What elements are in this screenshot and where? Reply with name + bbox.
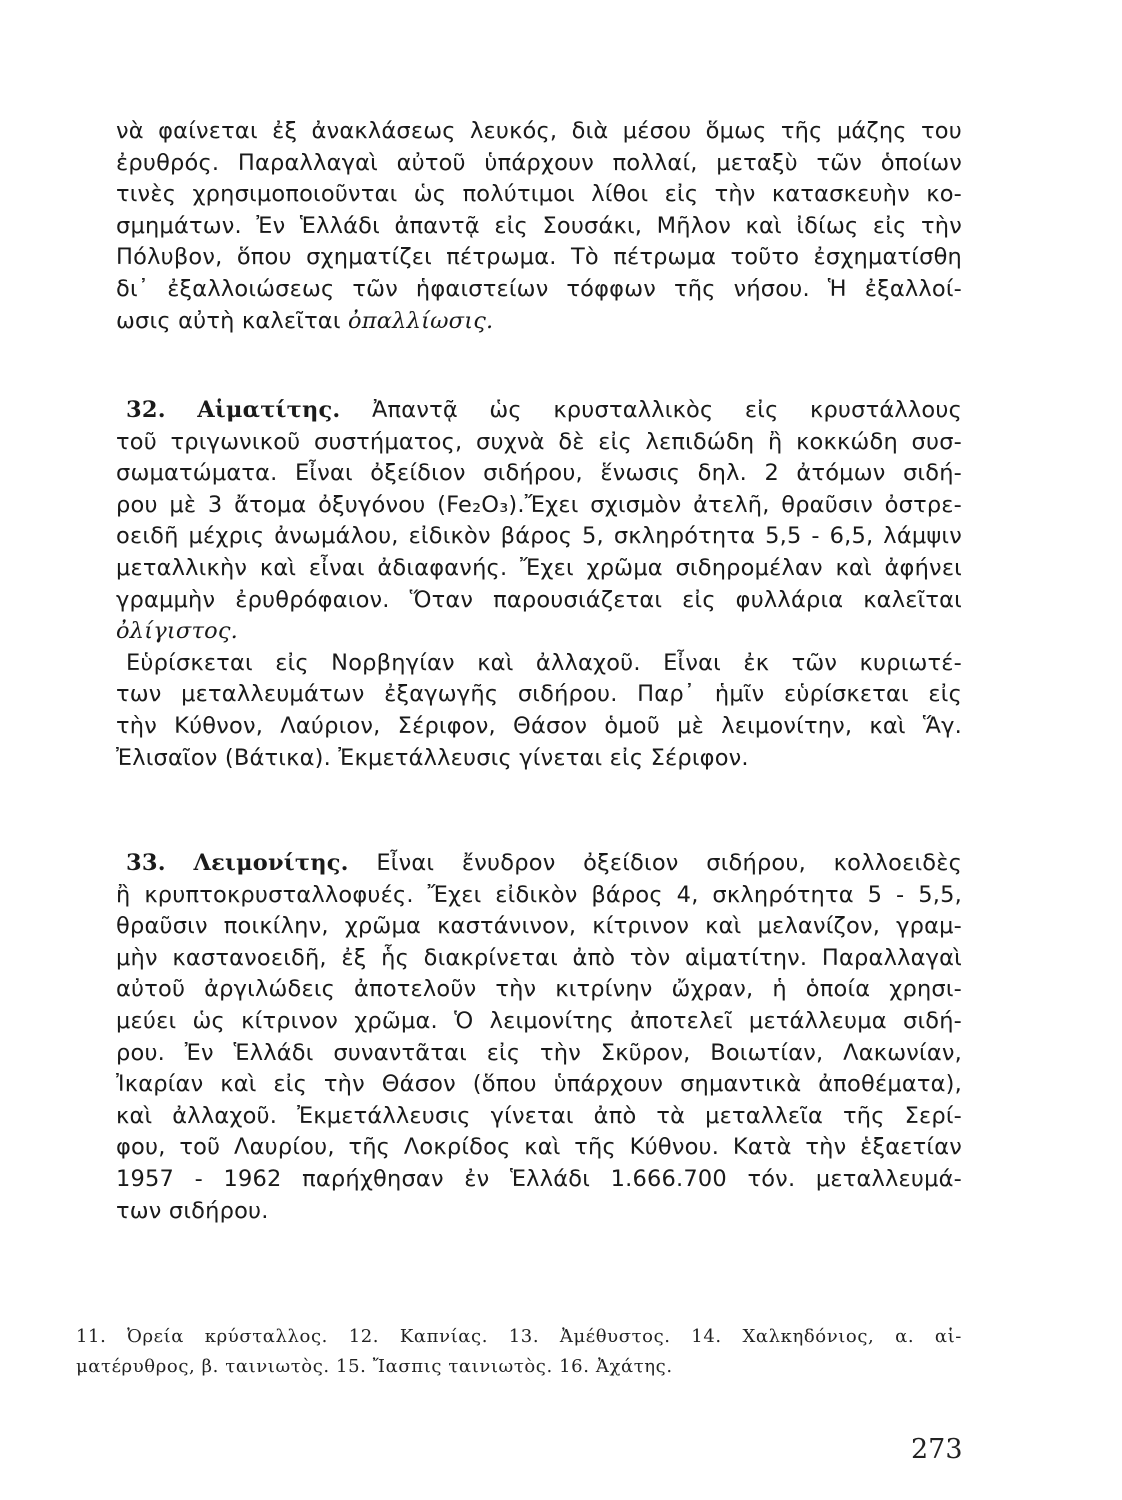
text-line: Πόλυβον, ὅπου σχηματίζει πέτρωμα. Τὸ πέτρωμα τοῦτο ἐσχηματίσθη [116,244,962,271]
text-line: μὴν καστανοειδῆ, ἐξ ἧς διακρίνεται ἀπὸ τὸν αἱματίτην. Παραλλαγαὶ [116,944,962,971]
text-line: ἢ κρυπτοκρυσταλλοφυές. Ἔχει εἰδικὸν βάρος 4, σκληρότητα 5 - 5,5, [116,881,962,908]
text-line: τὴν Κύθνον, Λαύριον, Σέριφον, Θάσον ὁμοῦ μὲ λειμονίτην, καὶ Ἅγ. [116,712,962,739]
text-line: Ἰκαρίαν καὶ εἰς τὴν Θάσον (ὅπου ὑπάρχουν σημαντικὰ ἀποθέματα), [116,1071,962,1098]
section-number: 32. [126,397,166,423]
text-line: 1957 - 1962 παρήχθησαν ἐν Ἑλλάδι 1.666.700 τόν. μεταλλευμά- [116,1165,962,1192]
text-line: δι᾽ ἐξαλλοιώσεως τῶν ἡφαιστείων τόφφων τῆς νήσου. Ἡ ἐξαλλοί- [116,275,962,302]
footnotes [76,1322,962,1382]
text-line: μεύει ὡς κίτρινον χρῶμα. Ὁ λειμονίτης ἀποτελεῖ μετάλλευμα σιδή- [116,1007,962,1034]
text-line: σμημάτων. Ἐν Ἑλλάδι ἀπαντᾷ εἰς Σουσάκι, Μῆλον καὶ ἰδίως εἰς τὴν [116,212,962,239]
footnote-line: 11. Ὀρεία κρύσταλλος. 12. Καπνίας. 13. Ἀμέθυστος. 14. Χαλκηδόνιος, α. αἱ- [76,1326,962,1347]
text-line: νὰ φαίνεται ἐξ ἀνακλάσεως λευκός, διὰ μέσου ὅμως τῆς μάζης του [116,118,962,144]
section-heading-line [116,848,962,880]
text-line: ρου. Ἐν Ἑλλάδι συναντᾶται εἰς τὴν Σκῦρον, Βοιωτίαν, Λακωνίαν, [116,1039,962,1066]
text-line: τινὲς χρησιμοποιοῦνται ὡς πολύτιμοι λίθοι εἰς τὴν κατασκευὴν κο- [116,181,962,208]
footnote-line: ματέρυθρος, β. ταινιωτὸς. 15. Ἴασπις ταινιωτὸς. 16. Ἀχάτης. [76,1356,673,1377]
intro-paragraph [116,116,962,337]
text-line: γραμμὴν ἐρυθρόφαιον. Ὅταν παρουσιάζεται εἰς φυλλάρια καλεῖται [116,586,962,613]
term-italic: ὀλίγιστος. [116,618,239,645]
text-line: των σιδήρου. [116,1197,269,1224]
section-33 [116,848,962,1227]
text-line: ἐρυθρός. Παραλλαγαὶ αὐτοῦ ὑπάρχουν πολλαί, μεταξὺ τῶν ὁποίων [116,149,962,176]
text-line: αὐτοῦ ἀργιλώδεις ἀποτελοῦν τὴν κιτρίνην ὤχραν, ἡ ὁποία χρησι- [116,976,962,1003]
section-first-text: Εἶναι ἔνυδρον ὀξείδιον σιδήρου, κολλοειδὲς [376,850,962,876]
section-32 [116,395,962,774]
text-line: σωματώματα. Εἶναι ὀξείδιον σιδήρου, ἕνωσις δηλ. 2 ἀτόμων σιδή- [116,460,962,487]
section-title: Λειμονίτης. [193,850,349,876]
text-line: καὶ ἀλλαχοῦ. Ἐκμετάλλευσις γίνεται ἀπὸ τὰ μεταλλεῖα τῆς Σερί- [116,1102,962,1129]
text-line: μεταλλικὴν καὶ εἶναι ἀδιαφανής. Ἔχει χρῶμα σιδηρομέλαν καὶ ἀφήνει [116,554,962,581]
term-italic: ὀπαλλίωσις. [348,307,494,334]
section-first-text: Ἀπαντᾷ ὡς κρυσταλλικὸς εἰς κρυστάλλους [371,397,963,423]
text-line: θραῦσιν ποικίλην, χρῶμα καστάνινον, κίτρινον καὶ μελανίζον, γραμ- [116,913,962,940]
page-number: 273 [911,1434,963,1465]
text-line: Ἐλισαῖον (Βάτικα). Ἐκμετάλλευσις γίνεται εἰς Σέριφον. [116,744,749,771]
text-line: ρου μὲ 3 ἄτομα ὀξυγόνου (Fe₂O₃).Ἔχει σχισμὸν ἀτελῆ, θραῦσιν ὀστρε- [116,491,962,518]
section-number: 33. [126,850,166,876]
text-line [116,306,962,338]
text-line: φου, τοῦ Λαυρίου, τῆς Λοκρίδος καὶ τῆς Κύθνου. Κατὰ τὴν ἑξαετίαν [116,1134,962,1161]
text-line: τοῦ τριγωνικοῦ συστήματος, συχνὰ δὲ εἰς λεπιδώδη ἢ κοκκώδη συσ- [116,428,962,455]
section-title: Αἱματίτης. [197,397,341,423]
text-line: Εὑρίσκεται εἰς Νορβηγίαν καὶ ἀλλαχοῦ. Εἶναι ἐκ τῶν κυριωτέ- [126,649,962,676]
text-line: οειδῆ μέχρις ἀνωμάλου, εἰδικὸν βάρος 5, σκληρότητα 5,5 - 6,5, λάμψιν [116,523,962,550]
section-heading-line [116,395,962,427]
intro-last-text: ωσις αὐτὴ καλεῖται [116,307,341,334]
text-line: των μεταλλευμάτων ἐξαγωγῆς σιδήρου. Παρ᾽ ἡμῖν εὑρίσκεται εἰς [116,681,962,708]
